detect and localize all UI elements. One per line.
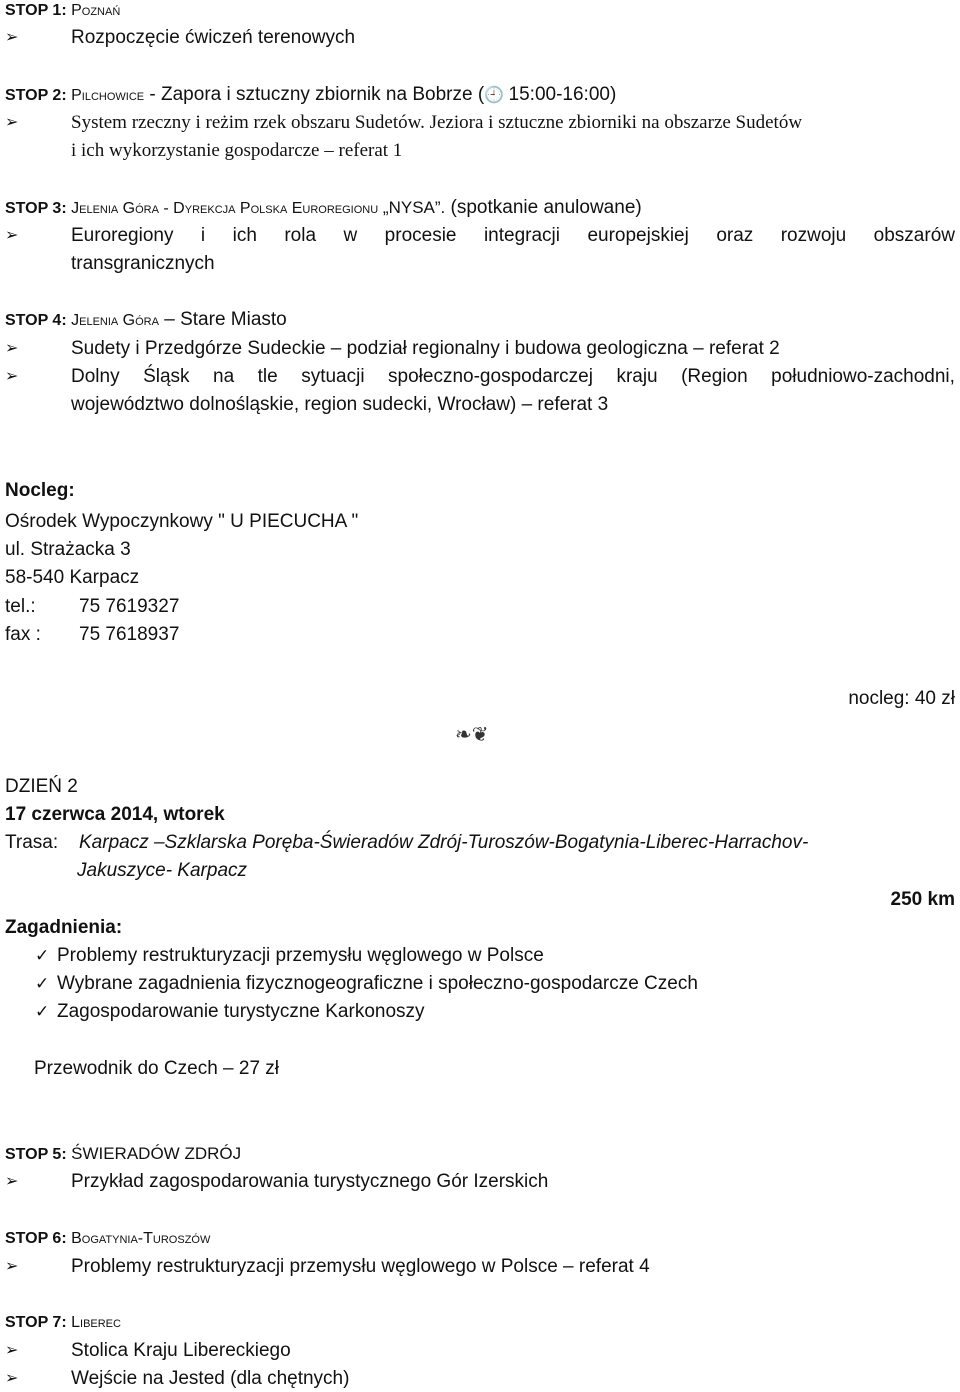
stop-label: STOP 5: — [5, 1146, 67, 1163]
nocleg-price: nocleg: 40 zł — [848, 688, 955, 709]
stop-name: Jelenia Góra — [71, 312, 159, 329]
word: w — [343, 225, 358, 246]
word: (Region — [681, 366, 748, 387]
word: kraju — [616, 366, 658, 387]
arrow-bullet-icon: ➢ — [5, 1258, 19, 1275]
nocleg-line: 58-540 Karpacz — [5, 567, 140, 588]
arrow-bullet-icon: ➢ — [5, 1173, 19, 1190]
word: południowo-zachodni, — [771, 366, 955, 387]
nocleg-heading: Nocleg: — [5, 480, 75, 501]
word: oraz — [716, 225, 754, 246]
stop-label: STOP 3: — [5, 200, 67, 217]
stop-2-heading: STOP 2: Pilchowice - Zapora i sztuczny zbiornik na Bobrze (🕘 15:00-16:00) — [5, 84, 617, 105]
justified-line — [71, 366, 955, 388]
check-icon: ✓ — [35, 946, 50, 965]
arrow-bullet-icon: ➢ — [5, 1342, 19, 1359]
word: społeczno-gospodarczej — [388, 366, 593, 387]
clock-icon: 🕘 — [484, 87, 505, 104]
stop-name: Jelenia Góra - Dyrekcja Polska Euroregionu — [71, 200, 379, 217]
word: ich — [232, 225, 257, 246]
stop-label: STOP 6: — [5, 1230, 67, 1247]
word: obszarów — [873, 225, 955, 246]
word: sytuacji — [301, 366, 365, 387]
word: i — [200, 225, 206, 246]
nocleg-tel: tel.: 75 7619327 — [5, 596, 180, 617]
stop-label: STOP 1: — [5, 2, 67, 19]
topics-heading: Zagadnienia: — [5, 917, 123, 938]
stop-name: Bogatynia-Turoszów — [71, 1230, 211, 1247]
nocleg-line: Ośrodek Wypoczynkowy " U PIECUCHA " — [5, 511, 359, 532]
word: europejskiej — [587, 225, 689, 246]
stop-label: STOP 4: — [5, 312, 67, 329]
day-heading: DZIEŃ 2 — [5, 776, 78, 797]
stop-name: Liberec — [71, 1314, 121, 1331]
stop-label: STOP 2: — [5, 87, 67, 104]
arrow-bullet-icon: ➢ — [5, 227, 19, 244]
arrow-bullet-icon: ➢ — [5, 368, 19, 385]
stop-name: ŚWIERADÓW ZDRÓJ — [71, 1144, 242, 1163]
stop-5-heading — [5, 1143, 241, 1166]
word: na — [213, 366, 235, 387]
arrow-bullet-icon: ➢ — [5, 1370, 19, 1387]
arrow-bullet-icon: ➢ — [5, 114, 19, 131]
word: procesie — [384, 225, 457, 246]
word: rozwoju — [780, 225, 847, 246]
arrow-bullet-icon: ➢ — [5, 340, 19, 357]
word: Euroregiony — [71, 225, 174, 246]
stop-6-heading — [5, 1228, 210, 1250]
stop-4-heading: STOP 4: Jelenia Góra – Stare Miasto — [5, 309, 287, 330]
word: tle — [257, 366, 278, 387]
word: rola — [284, 225, 317, 246]
nocleg-line: ul. Strażacka 3 — [5, 539, 131, 560]
stop-name: Pilchowice — [71, 87, 145, 104]
stop-name: Poznań — [71, 2, 121, 19]
word: Dolny — [71, 366, 120, 387]
check-icon: ✓ — [35, 1002, 50, 1021]
route-distance: 250 km — [890, 889, 955, 910]
stop-7-heading — [5, 1312, 121, 1334]
justified-line — [71, 225, 955, 247]
day-date: 17 czerwca 2014, wtorek — [5, 804, 225, 825]
word: integracji — [483, 225, 560, 246]
route-line: Trasa: Karpacz –Szklarska Poręba-Świeradów Zdrój-Turoszów-Bogatynia-Liberec-Harrachov- — [5, 832, 809, 853]
stop-label: STOP 7: — [5, 1314, 67, 1331]
stop-3-heading: STOP 3: Jelenia Góra - Dyrekcja Polska Euroregionu „NYSA”. (spotkanie anulowane) — [5, 197, 642, 218]
ornament-icon: ❧❦ — [455, 724, 489, 746]
arrow-bullet-icon: ➢ — [5, 29, 19, 46]
nocleg-fax: fax : 75 7618937 — [5, 624, 180, 645]
word: Śląsk — [143, 366, 190, 387]
check-icon: ✓ — [35, 974, 50, 993]
stop-1-heading — [5, 0, 120, 22]
